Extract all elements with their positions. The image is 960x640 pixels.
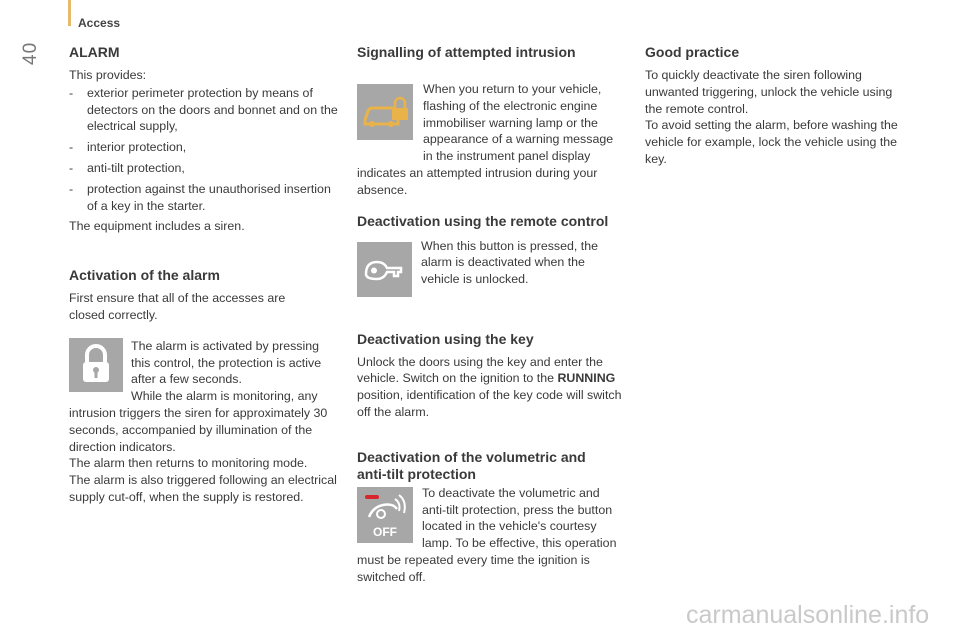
running-position-label: RUNNING: [557, 371, 616, 386]
practice-heading: Good practice: [645, 44, 740, 60]
alarm-intro: This provides:: [69, 68, 147, 82]
list-item: - exterior perimeter protection by means of detectors on the doors and bonnet and on the electrical supply,: [69, 85, 341, 135]
signalling-block: [357, 81, 625, 199]
header-accent-bar: [68, 0, 71, 26]
activation-body-a: The alarm is activated by pressing this control, the protection is active after a few seconds.: [131, 338, 322, 387]
remote-heading: Deactivation using the remote control: [357, 212, 609, 229]
activation-heading: Activation of the alarm: [69, 267, 220, 284]
signalling-body: When you return to your vehicle, flashing of the electronic engine immobiliser warning lamp or the appearance of a warning message in the instrument panel display indicates an attempted intrusion during your absence.: [357, 82, 614, 197]
key-heading: Deactivation using the key: [357, 330, 534, 347]
list-item: - anti-tilt protection,: [69, 160, 341, 177]
padlock-icon: [69, 338, 123, 392]
activation-body-c: The alarm then returns to monitoring mode.: [69, 456, 308, 471]
list-item: - interior protection,: [69, 139, 341, 156]
column-right: [645, 42, 907, 168]
icon-off-label: OFF: [373, 524, 397, 539]
volumetric-heading: Deactivation of the volumetric and anti-tilt protection: [357, 448, 586, 482]
signalling-heading: Signalling of attempted intrusion: [357, 44, 576, 60]
icon-float: [357, 81, 423, 149]
icon-float: [357, 485, 422, 551]
watermark: carmanualsonline.info: [686, 601, 930, 629]
remote-body: When this button is pressed, the alarm is deactivated when the vehicle is unlocked.: [421, 238, 599, 287]
alarm-heading: ALARM: [69, 44, 120, 60]
volumetric-off-icon: [357, 487, 413, 543]
volumetric-body: To deactivate the volumetric and anti-tilt protection, press the button located in the vehicle's courtesy lamp. To be effective, this operation must be repeated every time the ignition is switched off.: [357, 485, 617, 584]
activation-first: First ensure that all of the accesses are closed correctly.: [69, 291, 286, 322]
car-lock-warning-icon: [357, 84, 413, 140]
practice-body-b: To avoid setting the alarm, before washing the vehicle for example, lock the vehicle using the key.: [645, 118, 898, 166]
icon-float: [69, 338, 131, 400]
key-body-post: position, identification of the key code will switch off the alarm.: [357, 388, 622, 419]
volumetric-block: [357, 485, 625, 586]
column-left: [69, 42, 341, 506]
section-title: Access: [78, 16, 121, 30]
practice-body-a: To quickly deactivate the siren following unwanted triggering, unlock the vehicle using the remote control.: [645, 68, 893, 116]
remote-block: [357, 238, 625, 302]
key-body: [357, 354, 625, 421]
key-body-pre: Unlock the doors using the key and enter the vehicle. Switch on the ignition to the: [357, 354, 603, 386]
remote-unlock-icon: [357, 242, 412, 297]
column-middle: [357, 42, 625, 586]
activation-body-d: The alarm is also triggered following an electrical supply cut-off, when the supply is restored.: [69, 473, 337, 504]
list-item: - protection against the unauthorised insertion of a key in the starter.: [69, 181, 341, 215]
alarm-feature-list: [69, 85, 341, 215]
activation-block: [69, 338, 341, 506]
siren-note: The equipment includes a siren.: [69, 219, 245, 234]
activation-body-b: While the alarm is monitoring, any intrusion triggers the siren for approximately 30 seconds, accompanied by illumination of the direction indicators.: [69, 389, 328, 454]
page-number: 40: [20, 41, 42, 65]
